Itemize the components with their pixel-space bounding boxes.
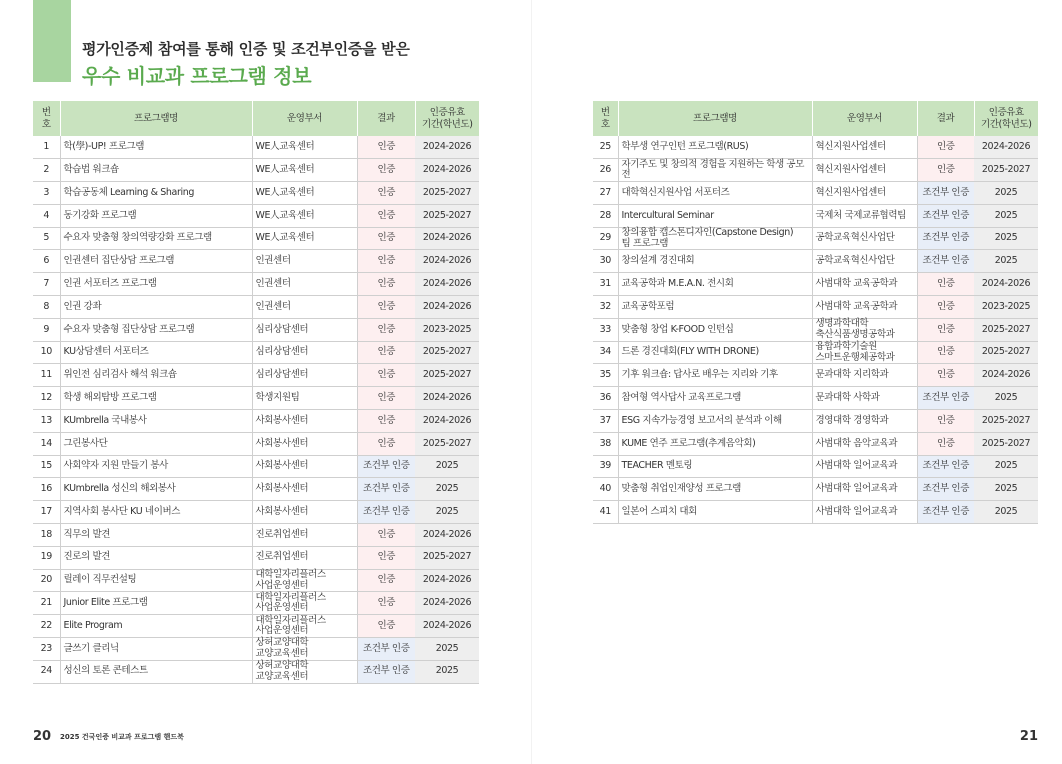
table-row (33, 273, 479, 296)
result-badge: 조건부 인증 (357, 660, 415, 683)
validity-period: 2025-2027 (974, 318, 1038, 341)
row-number: 19 (33, 546, 60, 569)
program-name: 교육공학포럼 (618, 296, 812, 319)
row-number: 6 (33, 250, 60, 273)
result-badge: 조건부 인증 (357, 478, 415, 501)
department: 융합과학기술원 스마트운행체공학과 (812, 341, 917, 364)
program-name: 인권센터 집단상담 프로그램 (60, 250, 252, 273)
program-name: 교육공학과 M.E.A.N. 전시회 (618, 273, 812, 296)
result-badge: 인증 (357, 296, 415, 319)
table-row (593, 318, 1038, 341)
row-number: 37 (593, 410, 618, 433)
result-badge: 인증 (917, 296, 974, 319)
result-badge: 인증 (357, 592, 415, 615)
result-badge: 인증 (357, 364, 415, 387)
row-number: 8 (33, 296, 60, 319)
header-program-name: 프로그램명 (60, 101, 252, 136)
validity-period: 2024-2026 (415, 592, 479, 615)
row-number: 24 (33, 660, 60, 683)
result-badge: 조건부 인증 (357, 638, 415, 661)
validity-period: 2025-2027 (415, 432, 479, 455)
header-result: 결과 (357, 101, 415, 136)
result-badge: 인증 (357, 569, 415, 592)
table-row (33, 136, 479, 159)
program-name: 성신의 토론 콘테스트 (60, 660, 252, 683)
row-number: 15 (33, 455, 60, 478)
row-number: 35 (593, 364, 618, 387)
table-row (593, 455, 1038, 478)
validity-period: 2025-2027 (415, 546, 479, 569)
validity-period: 2025 (415, 455, 479, 478)
table-row (33, 569, 479, 592)
program-name: 학부생 연구인턴 프로그램(RUS) (618, 136, 812, 159)
validity-period: 2025 (974, 501, 1038, 524)
program-name: 학(學)-UP! 프로그램 (60, 136, 252, 159)
department: 사범대학 음악교육과 (812, 432, 917, 455)
program-name: 인권 강좌 (60, 296, 252, 319)
table-row (33, 546, 479, 569)
program-name: 자기주도 및 창의적 경험을 지원하는 학생 공모전 (618, 159, 812, 182)
program-name: 동기강화 프로그램 (60, 204, 252, 227)
header-department: 운영부서 (812, 101, 917, 136)
result-badge: 인증 (357, 136, 415, 159)
program-table-right (593, 101, 1038, 524)
result-badge: 인증 (917, 364, 974, 387)
result-badge: 조건부 인증 (917, 250, 974, 273)
row-number: 1 (33, 136, 60, 159)
table-row (33, 227, 479, 250)
table-row (593, 250, 1038, 273)
row-number: 12 (33, 387, 60, 410)
validity-period: 2025-2027 (974, 410, 1038, 433)
validity-period: 2024-2026 (415, 136, 479, 159)
validity-period: 2025 (974, 250, 1038, 273)
header-period: 인증유효 기간(학년도) (415, 101, 479, 136)
table-row (33, 182, 479, 205)
table-row (33, 410, 479, 433)
result-badge: 인증 (917, 410, 974, 433)
table-row (33, 204, 479, 227)
result-badge: 인증 (917, 273, 974, 296)
validity-period: 2023-2025 (415, 318, 479, 341)
program-name: 맞춤형 취업인재양성 프로그램 (618, 478, 812, 501)
result-badge: 조건부 인증 (917, 478, 974, 501)
row-number: 25 (593, 136, 618, 159)
validity-period: 2025-2027 (415, 341, 479, 364)
row-number: 39 (593, 455, 618, 478)
table-row (593, 227, 1038, 250)
row-number: 27 (593, 182, 618, 205)
page-number-left: 20 (33, 729, 52, 744)
validity-period: 2023-2025 (974, 296, 1038, 319)
validity-period: 2024-2026 (415, 615, 479, 638)
result-badge: 인증 (357, 250, 415, 273)
table-row (33, 387, 479, 410)
row-number: 31 (593, 273, 618, 296)
row-number: 2 (33, 159, 60, 182)
page-title: 우수 비교과 프로그램 정보 (82, 64, 312, 88)
row-number: 33 (593, 318, 618, 341)
row-number: 30 (593, 250, 618, 273)
result-badge: 인증 (357, 182, 415, 205)
result-badge: 조건부 인증 (917, 227, 974, 250)
header-period: 인증유효 기간(학년도) (974, 101, 1038, 136)
result-badge: 인증 (917, 159, 974, 182)
result-badge: 조건부 인증 (917, 204, 974, 227)
validity-period: 2025-2027 (415, 204, 479, 227)
table-row (593, 410, 1038, 433)
row-number: 23 (33, 638, 60, 661)
department: 사범대학 일어교육과 (812, 478, 917, 501)
validity-period: 2024-2026 (415, 227, 479, 250)
validity-period: 2024-2026 (974, 364, 1038, 387)
table-row (593, 364, 1038, 387)
validity-period: 2025-2027 (974, 341, 1038, 364)
program-name: 수요자 맞춤형 창의역량강화 프로그램 (60, 227, 252, 250)
result-badge: 인증 (357, 546, 415, 569)
department: WE人교육센터 (252, 182, 357, 205)
header-result: 결과 (917, 101, 974, 136)
department: 진로취업센터 (252, 524, 357, 547)
department: WE人교육센터 (252, 227, 357, 250)
program-name: 참여형 역사답사 교육프로그램 (618, 387, 812, 410)
validity-period: 2025 (415, 501, 479, 524)
program-name: 수요자 맞춤형 집단상담 프로그램 (60, 318, 252, 341)
result-badge: 조건부 인증 (357, 501, 415, 524)
program-name: 창의설계 경진대회 (618, 250, 812, 273)
result-badge: 조건부 인증 (917, 387, 974, 410)
page-number-right: 21 (1019, 729, 1038, 744)
table-row (33, 296, 479, 319)
program-name: 학습공동체 Learning & Sharing (60, 182, 252, 205)
row-number: 32 (593, 296, 618, 319)
department: 혁신지원사업센터 (812, 136, 917, 159)
program-name: 위인전 심리검사 해석 워크숍 (60, 364, 252, 387)
program-name: KUME 연주 프로그램(추계음악회) (618, 432, 812, 455)
result-badge: 인증 (917, 341, 974, 364)
table-row (593, 387, 1038, 410)
validity-period: 2024-2026 (415, 410, 479, 433)
validity-period: 2024-2026 (974, 273, 1038, 296)
program-name: 인권 서포터즈 프로그램 (60, 273, 252, 296)
department: 대학일자리플러스 사업운영센터 (252, 569, 357, 592)
table-row (593, 136, 1038, 159)
validity-period: 2025-2027 (415, 182, 479, 205)
department: 심리상담센터 (252, 341, 357, 364)
program-name: Intercultural Seminar (618, 204, 812, 227)
validity-period: 2025-2027 (974, 159, 1038, 182)
header-program-name: 프로그램명 (618, 101, 812, 136)
row-number: 10 (33, 341, 60, 364)
department: 혁신지원사업센터 (812, 159, 917, 182)
table-row (33, 524, 479, 547)
department: 상허교양대학 교양교육센터 (252, 638, 357, 661)
result-badge: 조건부 인증 (917, 182, 974, 205)
row-number: 17 (33, 501, 60, 524)
department: 혁신지원사업센터 (812, 182, 917, 205)
result-badge: 인증 (357, 273, 415, 296)
row-number: 41 (593, 501, 618, 524)
validity-period: 2024-2026 (415, 387, 479, 410)
validity-period: 2024-2026 (415, 250, 479, 273)
program-name: KU상담센터 서포터즈 (60, 341, 252, 364)
program-name: KUmbrella 국내봉사 (60, 410, 252, 433)
program-name: 글쓰기 클리닉 (60, 638, 252, 661)
validity-period: 2025 (415, 638, 479, 661)
page-subtitle: 평가인증제 참여를 통해 인증 및 조건부인증을 받은 (82, 40, 410, 58)
result-badge: 인증 (357, 204, 415, 227)
program-name: 진로의 발견 (60, 546, 252, 569)
table-row (33, 615, 479, 638)
validity-period: 2024-2026 (415, 159, 479, 182)
result-badge: 인증 (357, 318, 415, 341)
row-number: 13 (33, 410, 60, 433)
result-badge: 조건부 인증 (357, 455, 415, 478)
table-header-row (33, 101, 479, 136)
table-row (593, 478, 1038, 501)
program-name: 일본어 스피치 대회 (618, 501, 812, 524)
validity-period: 2025 (974, 204, 1038, 227)
header-no: 번 호 (33, 101, 60, 136)
table-row (33, 660, 479, 683)
result-badge: 인증 (357, 410, 415, 433)
department: WE人교육센터 (252, 159, 357, 182)
department: 사범대학 일어교육과 (812, 501, 917, 524)
department: 경영대학 경영학과 (812, 410, 917, 433)
program-table-left (33, 101, 479, 684)
header-no: 번 호 (593, 101, 618, 136)
page-gutter (531, 0, 532, 764)
validity-period: 2025-2027 (415, 364, 479, 387)
header-department: 운영부서 (252, 101, 357, 136)
department: 생명과학대학 축산식품생명공학과 (812, 318, 917, 341)
table-row (33, 478, 479, 501)
row-number: 5 (33, 227, 60, 250)
program-name: Junior Elite 프로그램 (60, 592, 252, 615)
program-name: 맞춤형 창업 K-FOOD 인턴십 (618, 318, 812, 341)
department: 공학교육혁신사업단 (812, 227, 917, 250)
result-badge: 인증 (357, 524, 415, 547)
table-row (33, 432, 479, 455)
result-badge: 조건부 인증 (917, 501, 974, 524)
table-row (33, 318, 479, 341)
row-number: 21 (33, 592, 60, 615)
row-number: 7 (33, 273, 60, 296)
footer-book-title: 2025 건국인증 비교과 프로그램 핸드북 (60, 733, 184, 741)
table-header-row (593, 101, 1038, 136)
validity-period: 2024-2026 (415, 296, 479, 319)
result-badge: 인증 (357, 387, 415, 410)
table-row (593, 432, 1038, 455)
table-row (593, 273, 1038, 296)
program-name: 그린봉사단 (60, 432, 252, 455)
program-name: KUmbrella 성신의 해외봉사 (60, 478, 252, 501)
table-row (593, 296, 1038, 319)
department: 인권센터 (252, 296, 357, 319)
row-number: 11 (33, 364, 60, 387)
validity-period: 2025 (974, 387, 1038, 410)
program-name: ESG 지속가능경영 보고서의 분석과 이해 (618, 410, 812, 433)
department: 사회봉사센터 (252, 501, 357, 524)
result-badge: 인증 (357, 227, 415, 250)
row-number: 38 (593, 432, 618, 455)
row-number: 9 (33, 318, 60, 341)
result-badge: 조건부 인증 (917, 455, 974, 478)
department: 사회봉사센터 (252, 478, 357, 501)
row-number: 34 (593, 341, 618, 364)
department: 문과대학 사학과 (812, 387, 917, 410)
program-name: 창의융합 캡스톤디자인(Capstone Design) 팀 프로그램 (618, 227, 812, 250)
table-row (33, 341, 479, 364)
table-row (593, 182, 1038, 205)
department: 대학일자리플러스 사업운영센터 (252, 615, 357, 638)
table-row (33, 455, 479, 478)
department: 인권센터 (252, 273, 357, 296)
validity-period: 2024-2026 (415, 569, 479, 592)
program-name: 학생 해외탐방 프로그램 (60, 387, 252, 410)
result-badge: 인증 (917, 432, 974, 455)
department: 사범대학 교육공학과 (812, 273, 917, 296)
department: 사회봉사센터 (252, 455, 357, 478)
program-name: TEACHER 멘토링 (618, 455, 812, 478)
department: 학생지원팀 (252, 387, 357, 410)
table-row (33, 501, 479, 524)
row-number: 40 (593, 478, 618, 501)
header-accent-bar (33, 0, 71, 82)
table-row (593, 501, 1038, 524)
table-row (593, 204, 1038, 227)
department: 사범대학 교육공학과 (812, 296, 917, 319)
row-number: 36 (593, 387, 618, 410)
department: 사회봉사센터 (252, 432, 357, 455)
validity-period: 2025 (415, 478, 479, 501)
program-name: 사회약자 지원 만들기 봉사 (60, 455, 252, 478)
result-badge: 인증 (357, 432, 415, 455)
table-row (33, 364, 479, 387)
program-name: 대학혁신지원사업 서포터즈 (618, 182, 812, 205)
department: 심리상담센터 (252, 364, 357, 387)
validity-period: 2025 (974, 182, 1038, 205)
department: 심리상담센터 (252, 318, 357, 341)
row-number: 4 (33, 204, 60, 227)
program-name: 기후 워크숍: 답사로 배우는 지리와 기후 (618, 364, 812, 387)
row-number: 14 (33, 432, 60, 455)
table-row (33, 592, 479, 615)
validity-period: 2025 (415, 660, 479, 683)
validity-period: 2024-2026 (415, 524, 479, 547)
result-badge: 인증 (357, 341, 415, 364)
validity-period: 2024-2026 (415, 273, 479, 296)
program-name: 릴레이 직무컨설팅 (60, 569, 252, 592)
result-badge: 인증 (357, 159, 415, 182)
table-row (33, 159, 479, 182)
validity-period: 2025 (974, 455, 1038, 478)
table-row (33, 250, 479, 273)
department: 문과대학 지리학과 (812, 364, 917, 387)
row-number: 3 (33, 182, 60, 205)
program-name: 드론 경진대회(FLY WITH DRONE) (618, 341, 812, 364)
validity-period: 2025 (974, 478, 1038, 501)
department: 진로취업센터 (252, 546, 357, 569)
program-name: 학습법 워크숍 (60, 159, 252, 182)
table-row (33, 638, 479, 661)
department: 국제처 국제교류협력팀 (812, 204, 917, 227)
result-badge: 인증 (917, 136, 974, 159)
row-number: 26 (593, 159, 618, 182)
result-badge: 인증 (357, 615, 415, 638)
department: 대학일자리플러스 사업운영센터 (252, 592, 357, 615)
row-number: 16 (33, 478, 60, 501)
department: 사회봉사센터 (252, 410, 357, 433)
result-badge: 인증 (917, 318, 974, 341)
validity-period: 2024-2026 (974, 136, 1038, 159)
row-number: 29 (593, 227, 618, 250)
program-name: 직무의 발견 (60, 524, 252, 547)
department: 사범대학 일어교육과 (812, 455, 917, 478)
validity-period: 2025 (974, 227, 1038, 250)
table-row (593, 341, 1038, 364)
table-row (593, 159, 1038, 182)
validity-period: 2025-2027 (974, 432, 1038, 455)
department: WE人교육센터 (252, 136, 357, 159)
row-number: 22 (33, 615, 60, 638)
row-number: 28 (593, 204, 618, 227)
row-number: 20 (33, 569, 60, 592)
row-number: 18 (33, 524, 60, 547)
department: 상허교양대학 교양교육센터 (252, 660, 357, 683)
department: 인권센터 (252, 250, 357, 273)
department: WE人교육센터 (252, 204, 357, 227)
program-name: 지역사회 봉사단 KU 네이버스 (60, 501, 252, 524)
program-name: Elite Program (60, 615, 252, 638)
department: 공학교육혁신사업단 (812, 250, 917, 273)
